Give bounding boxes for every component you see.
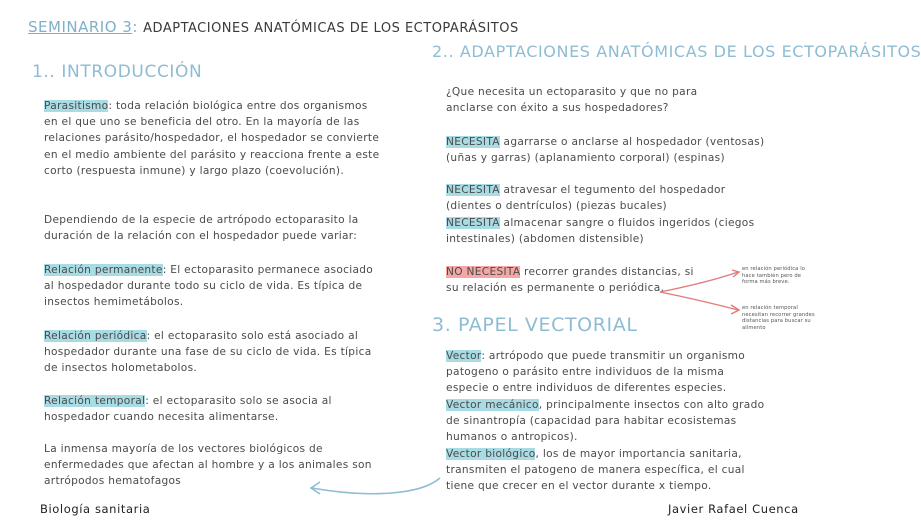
title-colon: :	[132, 18, 138, 36]
term-necesita: NECESITA	[446, 184, 500, 196]
title-text: ADAPTACIONES ANATÓMICAS DE LOS ECTOPARÁSITOS	[143, 21, 519, 36]
item-text: agarrarse o anclarse al hospedador (ventosas) (uñas y garras) (aplanamiento corporal) (espinas)	[446, 136, 765, 165]
red-arrow-to-note-temporal	[660, 292, 738, 310]
term-necesita: NECESITA	[446, 217, 500, 229]
item-text: recorrer grandes distancias, si su relación es permanente o periódica.	[446, 266, 694, 295]
heading-introduccion: 1.. INTRODUCCIÓN	[32, 62, 203, 82]
footer-author: Javier Rafael Cuenca	[668, 502, 799, 516]
paragraph-text: , los de mayor importancia sanitaria, transmiten el patogeno de manera específica, el cual tiene que crecer en el vector durante x tiempo.	[446, 448, 745, 493]
term-parasitismo: Parasitismo	[44, 100, 109, 112]
note-relacion-periodica: en relación periódica lo hace también pero de forma más breve.	[742, 266, 806, 286]
item-text: almacenar sangre o fluidos ingeridos (ciegos intestinales) (abdomen distensible)	[446, 217, 755, 246]
term-vector-mecanico: Vector mecánico	[446, 399, 539, 411]
term-relacion-permanente: Relación permanente	[44, 264, 163, 276]
term-relacion-temporal: Relación temporal	[44, 395, 146, 407]
note-relacion-temporal: en relación temporal necesitan recorrer grandes distancias para buscar su alimento	[742, 305, 815, 331]
paragraph-text: : el ectoparasito solo se asocia al hospedador cuando necesita alimentarse.	[44, 395, 332, 424]
term-vector-biologico: Vector biológico	[446, 448, 536, 460]
paragraph-duracion: Dependiendo de la especie de artrópodo ectoparasito la duración de la relación con el hospedador puede variar:	[44, 214, 359, 243]
question: ¿Que necesita un ectoparasito y que no para anclarse con éxito a sus hospedadores?	[446, 86, 698, 115]
footer-subject: Biología sanitaria	[40, 502, 151, 516]
paragraph-text: : artrópodo que puede transmitir un organismo patogeno o parásito entre individuos de la misma especie o entre individuos de diferentes especies.	[446, 350, 746, 395]
paragraph-vectores: La inmensa mayoría de los vectores biológicos de enfermedades que afectan al hombre y a los animales son artrópodos hematofagos	[44, 443, 372, 488]
seminar-label: SEMINARIO 3	[28, 18, 133, 36]
red-arrow-to-note-periodica	[660, 272, 738, 292]
paragraph-text: : El ectoparasito permanece asociado al hospedador durante todo su ciclo de vida. Es típica de insectos hemimetábolos.	[44, 264, 374, 309]
term-necesita: NECESITA	[446, 136, 500, 148]
term-vector: Vector	[446, 350, 482, 362]
item-text: atravesar el tegumento del hospedador (dientes o dentrículos) (piezas bucales)	[446, 184, 726, 213]
paragraph-text: : toda relación biológica entre dos organismos en el que uno se beneficia del otro. En la mayoría de las relaciones parásito/hospedador, el hospedador se convierte en el medio ambiente del parásito y reacciona frente a este corto (respuesta inmune) y largo plazo (coevolución).	[44, 100, 380, 177]
term-no-necesita: NO NECESITA	[446, 266, 521, 278]
term-relacion-periodica: Relación periódica	[44, 330, 147, 342]
paragraph-text: : el ectoparasito solo está asociado al hospedador durante una fase de su ciclo de vida. Es típica de insectos holometabolos.	[44, 330, 372, 375]
heading-adaptaciones: 2.. ADAPTACIONES ANATÓMICAS DE LOS ECTOPARÁSITOS	[432, 42, 921, 61]
paragraph-text: , principalmente insectos con alto grado de sinantropía (capacidad para habitar ecosistemas humanos o antropicos).	[446, 399, 765, 444]
heading-papel-vectorial: 3. PAPEL VECTORIAL	[432, 314, 638, 336]
blue-arrow-vector-to-vectores	[312, 478, 440, 494]
